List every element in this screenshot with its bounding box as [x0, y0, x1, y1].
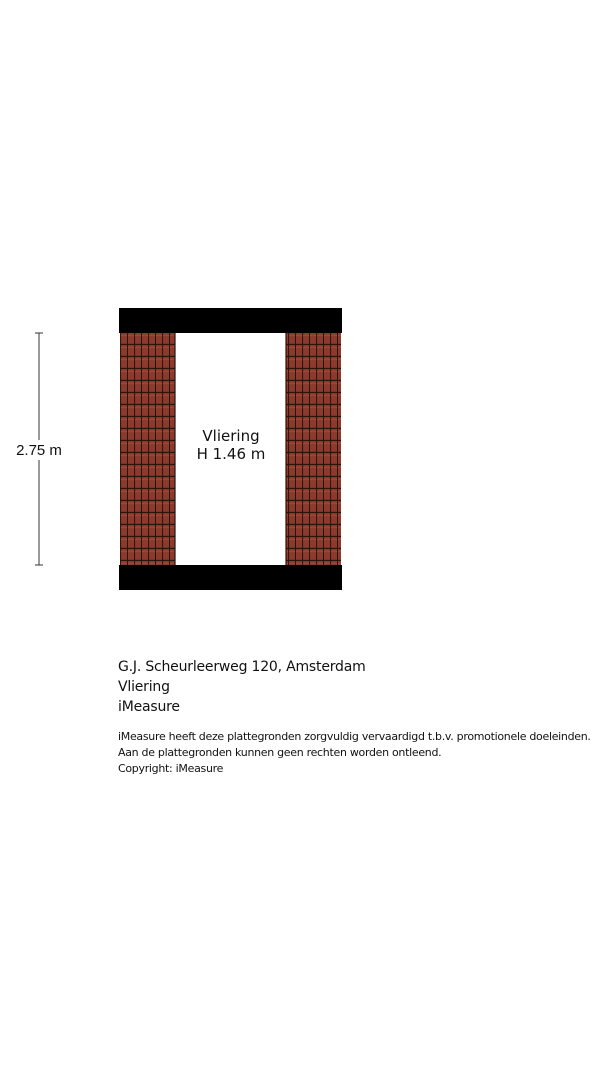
floor-name: Vliering	[118, 679, 170, 695]
wall-bottom	[119, 565, 342, 590]
info-block	[118, 657, 598, 777]
room-height: H 1.46 m	[196, 445, 266, 463]
disclaimer	[118, 729, 598, 777]
company-name: iMeasure	[118, 699, 180, 715]
copyright: Copyright: iMeasure	[118, 762, 224, 775]
roof-tiles-left	[120, 333, 175, 565]
disclaimer-line-2: Aan de plattegronden kunnen geen rechten worden ontleend.	[118, 746, 442, 759]
room-name: Vliering	[202, 427, 260, 445]
roof-tiles-right	[286, 333, 341, 565]
disclaimer-line-1: iMeasure heeft deze plattegronden zorgvuldig vervaardigd t.b.v. promotionele doeleinden.	[118, 730, 591, 743]
address: G.J. Scheurleerweg 120, Amsterdam	[118, 659, 366, 675]
wall-top	[119, 308, 342, 333]
dimension-label: 2.75 m	[16, 442, 62, 459]
